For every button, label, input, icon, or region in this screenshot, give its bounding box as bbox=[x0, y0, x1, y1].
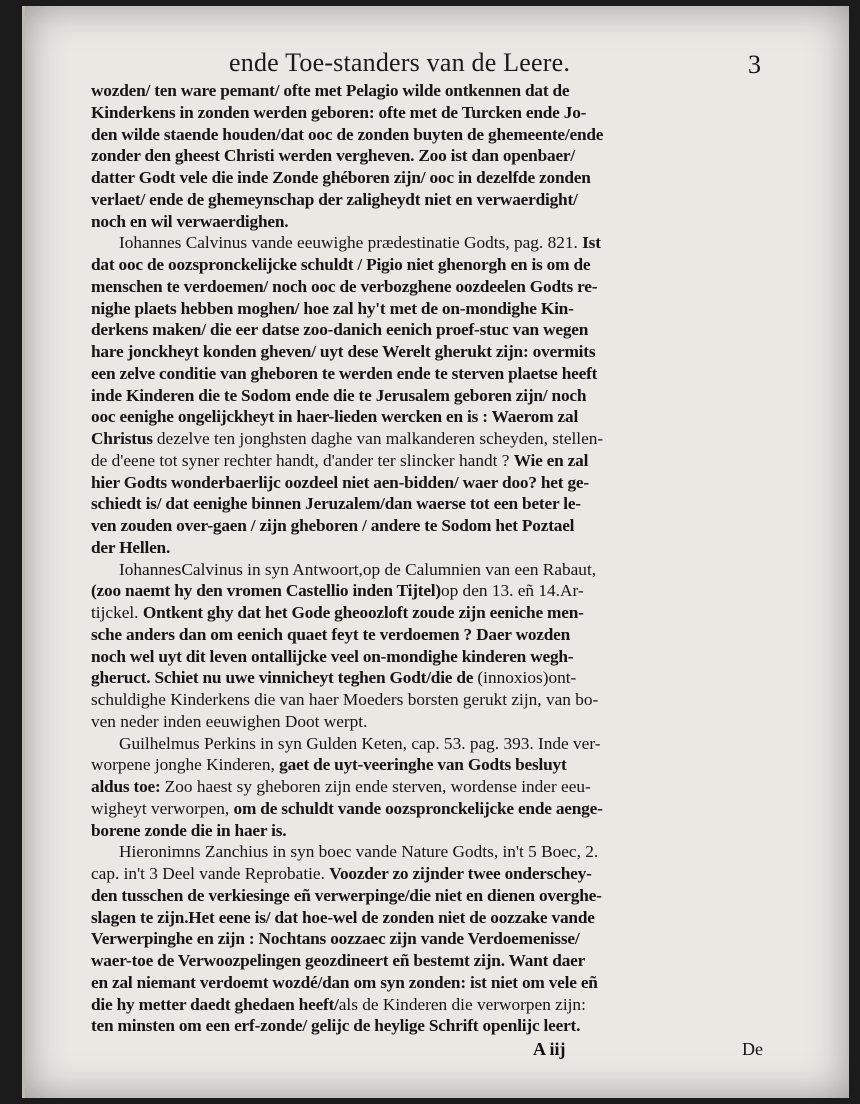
text-line bbox=[91, 298, 763, 320]
roman-text: op den 13. eñ 14.Ar- bbox=[440, 581, 584, 601]
text-line bbox=[91, 385, 763, 407]
blackletter-text: verlaet/ ende de ghemeynschap der zaligheydt niet en verwaerdight/ bbox=[91, 189, 578, 209]
blackletter-text: die hy metter daedt ghedaen heeft/ bbox=[91, 994, 339, 1014]
page-footer bbox=[91, 1039, 763, 1063]
paragraph bbox=[91, 80, 763, 232]
blackletter-text: Voozder zo zijnder twee onderschey- bbox=[329, 864, 592, 883]
blackletter-text: gheruct. Schiet nu uwe vinnicheyt teghen Godt/die de bbox=[91, 668, 478, 688]
text-line bbox=[91, 885, 763, 907]
blackletter-text: den tusschen de verkiesinge eñ verwerpinge/die niet en dienen overghe- bbox=[91, 885, 602, 905]
blackletter-text: Wie en zal bbox=[513, 450, 589, 470]
running-title: ende Toe-standers van de Leere. bbox=[229, 48, 571, 77]
paragraph bbox=[91, 559, 763, 733]
blackletter-text: schiedt is/ dat eenighe binnen Jeruzalem/dan waerse tot een beter le- bbox=[91, 494, 581, 514]
text-line bbox=[91, 754, 763, 776]
roman-text: Hieronimns Zanchius in syn boec vande Nature Godts, in't 5 Boec, 2. bbox=[119, 842, 599, 862]
blackletter-text: wozden/ ten ware pemant/ ofte met Pelagio wilde ontkennen dat de bbox=[91, 81, 570, 100]
text-line bbox=[91, 450, 763, 472]
text-line bbox=[91, 211, 763, 233]
text-line bbox=[91, 928, 763, 950]
blackletter-text: sche anders dan om eenich quaet feyt te verdoemen ? Daer wozden bbox=[91, 624, 571, 644]
text-line bbox=[91, 667, 763, 689]
text-line bbox=[91, 145, 763, 167]
blackletter-text: Ist bbox=[582, 233, 601, 253]
blackletter-text: derkens maken/ die eer datse zoo-danich eenich proef-stuc van wegen bbox=[91, 320, 589, 340]
blackletter-text: der Hellen. bbox=[91, 537, 171, 557]
text-line bbox=[91, 994, 763, 1016]
blackletter-text: (zoo naemt hy den vromen Castellio inden Tijtel) bbox=[91, 581, 441, 601]
text-line bbox=[91, 863, 763, 885]
book-page bbox=[22, 6, 849, 1098]
text-line bbox=[91, 254, 763, 276]
blackletter-text: aldus toe: bbox=[91, 777, 165, 796]
text-line bbox=[91, 80, 763, 102]
text-line bbox=[91, 276, 763, 298]
blackletter-text: den wilde staende houden/dat ooc de zonden buyten de ghemeente/ende bbox=[91, 124, 604, 144]
text-line bbox=[91, 167, 763, 189]
blackletter-text: zonder den gheest Christi werden vergheven. Zoo ist dan openbaer/ bbox=[91, 146, 575, 166]
text-line bbox=[91, 189, 763, 211]
text-line bbox=[91, 319, 763, 341]
blackletter-text: borene zonde die in haer is. bbox=[91, 820, 287, 840]
text-line bbox=[91, 602, 763, 624]
text-line bbox=[91, 537, 763, 559]
roman-text: worpene jonghe Kinderen, bbox=[91, 755, 280, 775]
blackletter-text: noch en wil verwaerdighen. bbox=[91, 211, 289, 231]
paragraph bbox=[91, 733, 763, 842]
blackletter-text: ven zouden over-gaen / zijn gheboren / andere te Sodom het Poztael bbox=[91, 516, 575, 535]
text-line bbox=[91, 580, 763, 602]
signature-mark: A iij bbox=[533, 1039, 566, 1059]
blackletter-text: gaet de uyt-veeringhe van Godts besluyt bbox=[279, 755, 567, 775]
roman-text: Zoo haest sy gheboren zijn ende sterven, wordense inder eeu- bbox=[164, 777, 591, 796]
blackletter-text: waer-toe de Verwoozpelingen geozdineert eñ bestemt zijn. Want daer bbox=[91, 951, 586, 970]
text-line bbox=[91, 646, 763, 668]
blackletter-text: en zal niemant verdoemt wozdé/dan om syn zonden: ist niet om vele eñ bbox=[91, 972, 598, 992]
roman-text: ont- bbox=[548, 668, 577, 688]
text-line bbox=[91, 232, 763, 254]
blackletter-text: Christus bbox=[91, 429, 157, 448]
text-line bbox=[91, 493, 763, 515]
roman-text: tijckel. bbox=[91, 603, 143, 622]
blackletter-text: Verwerpinghe en zijn : Nochtans oozzaec zijn vande Verdoemenisse/ bbox=[91, 929, 580, 949]
text-line bbox=[91, 907, 763, 929]
paragraph bbox=[91, 841, 763, 1037]
text-line bbox=[91, 124, 763, 146]
blackletter-text: dat ooc de oozspronckelijcke schuldt / Pigio niet ghenorgh en is om de bbox=[91, 255, 591, 274]
text-line bbox=[91, 798, 763, 820]
roman-text: cap. in't 3 Deel vande Reprobatie. bbox=[91, 864, 330, 883]
text-line bbox=[91, 689, 763, 711]
text-line bbox=[91, 559, 763, 581]
running-head bbox=[91, 44, 763, 80]
blackletter-text: ten minsten om een erf-zonde/ gelijc de heylige Schrift openlijc leert. bbox=[91, 1016, 581, 1036]
text-line bbox=[91, 820, 763, 842]
roman-text: wigheyt verworpen, bbox=[91, 798, 234, 818]
roman-text: ven neder inden eeuwighen Doot werpt. bbox=[91, 711, 368, 731]
text-line bbox=[91, 776, 763, 798]
roman-text: als de Kinderen die verworpen zijn: bbox=[338, 994, 586, 1014]
blackletter-text: menschen te verdoemen/ noch ooc de verbozghene oozdeelen Godts re- bbox=[91, 276, 598, 296]
text-line bbox=[91, 950, 763, 972]
catchword: De bbox=[742, 1039, 763, 1059]
text-line bbox=[91, 363, 763, 385]
roman-text: dezelve ten jonghsten daghe van malkanderen scheyden, stellen- bbox=[156, 429, 604, 448]
blackletter-text: een zelve conditie van gheboren te werden ende te sterven plaetse heeft bbox=[91, 363, 598, 383]
blackletter-text: hare jonckheyt konden gheven/ uyt dese Werelt gherukt zijn: overmits bbox=[91, 342, 596, 361]
text-line bbox=[91, 624, 763, 646]
page-number: 3 bbox=[748, 50, 761, 79]
text-line bbox=[91, 841, 763, 863]
paragraph bbox=[91, 232, 763, 558]
roman-text: (innoxios) bbox=[477, 668, 549, 688]
text-line bbox=[91, 428, 763, 450]
roman-text: Guilhelmus Perkins in syn Gulden Keten, cap. 53. pag. 393. Inde ver- bbox=[119, 733, 601, 753]
body-text bbox=[91, 80, 763, 1037]
roman-text: schuldighe Kinderkens die van haer Moeders borsten gerukt zijn, van bo- bbox=[91, 690, 599, 709]
text-line bbox=[91, 341, 763, 363]
roman-text: Iohannes Calvinus vande eeuwighe prædestinatie Godts, pag. 821. bbox=[119, 233, 583, 253]
blackletter-text: om de schuldt vande oozspronckelijcke ende aenge- bbox=[233, 798, 603, 818]
blackletter-text: hier Godts wonderbaerlijc oozdeel niet aen-bidden/ waer doo? het ge- bbox=[91, 472, 589, 492]
text-line bbox=[91, 515, 763, 537]
text-line bbox=[91, 102, 763, 124]
text-line bbox=[91, 972, 763, 994]
roman-text: IohannesCalvinus in syn Antwoort,op de Calumnien van een Rabaut, bbox=[119, 559, 597, 579]
roman-text: de d'eene tot syner rechter handt, d'ander ter slincker handt ? bbox=[91, 450, 514, 470]
blackletter-text: noch wel uyt dit leven ontallijcke veel on-mondighe kinderen wegh- bbox=[91, 646, 574, 666]
page-content bbox=[91, 44, 763, 1063]
text-line bbox=[91, 472, 763, 494]
blackletter-text: ooc eenighe ongelijckheyt in haer-lieden wercken en is : Waerom zal bbox=[91, 407, 579, 427]
text-line bbox=[91, 1015, 763, 1037]
blackletter-text: nighe plaets hebben moghen/ hoe zal hy't met de on-mondighe Kin- bbox=[91, 298, 574, 318]
text-line bbox=[91, 733, 763, 755]
blackletter-text: inde Kinderen die te Sodom ende die te Jerusalem geboren zijn/ noch bbox=[91, 385, 587, 405]
blackletter-text: datter Godt vele die inde Zonde ghéboren zijn/ ooc in dezelfde zonden bbox=[91, 168, 591, 187]
text-line bbox=[91, 711, 763, 733]
text-line bbox=[91, 406, 763, 428]
blackletter-text: Ontkent ghy dat het Gode gheoozloft zoude zijn eeniche men- bbox=[142, 603, 584, 622]
blackletter-text: Kinderkens in zonden werden geboren: ofte met de Turcken ende Jo- bbox=[91, 102, 587, 122]
blackletter-text: slagen te zijn.Het eene is/ dat hoe-wel de zonden niet de oozzake vande bbox=[91, 907, 595, 927]
